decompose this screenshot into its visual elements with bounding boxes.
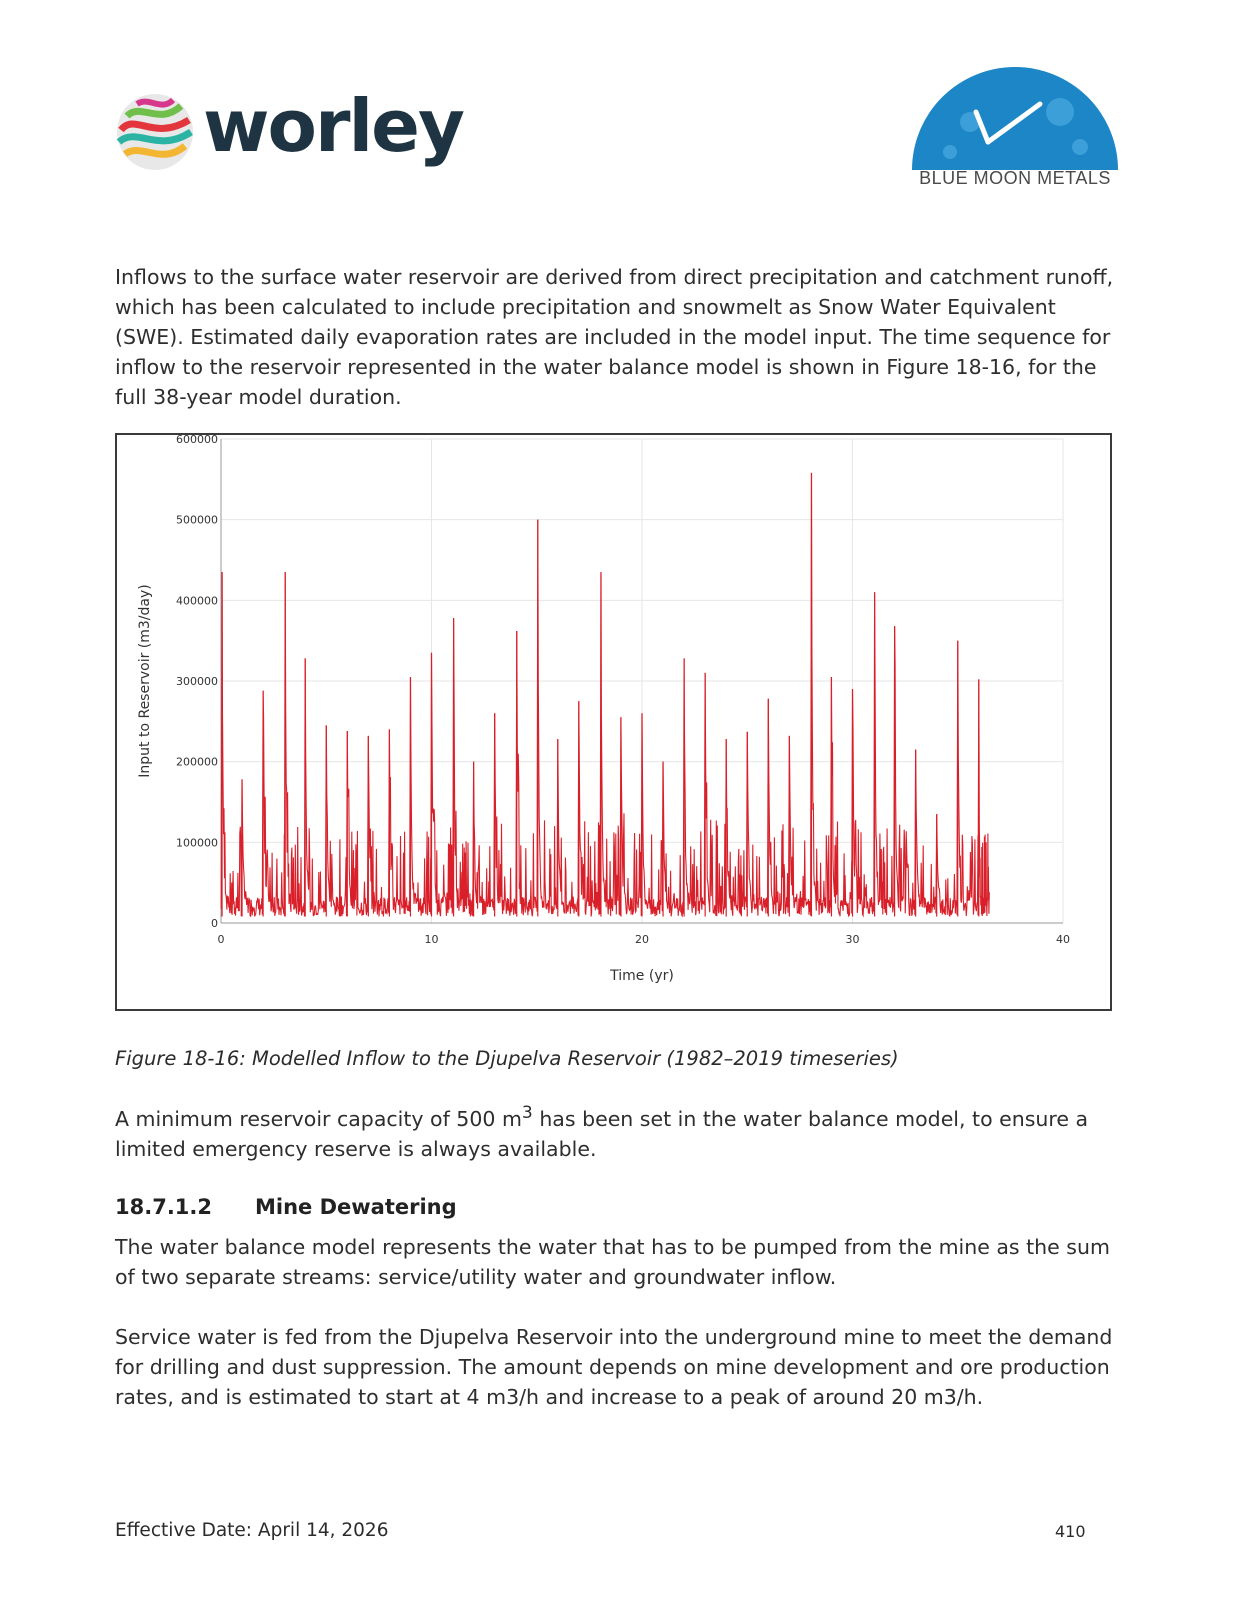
y-tick-label: 300000 [176, 675, 218, 688]
x-tick-label: 20 [635, 933, 649, 946]
reservoir-capacity-paragraph [115, 1098, 1130, 1164]
blue-moon-metals-logo [905, 62, 1125, 192]
y-axis-ticks [176, 435, 218, 930]
section-heading [115, 1195, 457, 1219]
y-tick-label: 100000 [176, 836, 218, 850]
page-number: 410 [1055, 1522, 1086, 1541]
x-axis-ticks [218, 933, 1071, 946]
service-water-paragraph: Service water is fed from the Djupelva Reservoir into the underground mine to meet the demand for drilling and dust suppression. The amount depends on mine development and ore production rates, and is estimated to start at 4 m3/h and increase to a peak of around 20 m3/h. [115, 1325, 1113, 1409]
y-tick-label: 0 [211, 917, 218, 930]
worley-mark-icon [115, 92, 195, 172]
x-axis-label: Time (yr) [610, 968, 674, 984]
inflow-peaks [222, 473, 979, 917]
blue-moon-metals-wordmark: BLUE MOON METALS [919, 168, 1111, 188]
worley-logo [115, 84, 463, 180]
para2-text-end: has been set in the water balance model, to ensure a limited emergency reserve is always available. [115, 1106, 1089, 1161]
x-tick-label: 10 [424, 933, 439, 946]
y-tick-label: 600000 [176, 435, 218, 446]
x-tick-label: 30 [845, 933, 860, 946]
x-tick-label: 40 [1056, 933, 1070, 946]
figure-caption: Figure 18-16: Modelled Inflow to the Djupelva Reservoir (1982–2019 timeseries) [115, 1047, 899, 1070]
y-axis-label: Input to Reservoir (m3/day) [137, 584, 153, 778]
para2-text-start: A minimum reservoir capacity of 500 m [115, 1106, 522, 1131]
section-number: 18.7.1.2 [115, 1195, 212, 1219]
x-tick-label: 0 [217, 933, 225, 946]
y-tick-label: 200000 [176, 755, 218, 769]
dewatering-paragraph: The water balance model represents the water that has to be pumped from the mine as the sum of two separate streams: service/utility water and groundwater inflow. [115, 1235, 1110, 1289]
effective-date: Effective Date: April 14, 2026 [115, 1520, 389, 1541]
inflow-chart [117, 435, 1110, 1009]
section-title: Mine Dewatering [255, 1195, 457, 1219]
inflow-figure [115, 433, 1112, 1011]
y-tick-label: 400000 [176, 594, 218, 608]
worley-wordmark: worley [203, 84, 463, 168]
para2-superscript: 3 [521, 1103, 533, 1123]
moon-clock-icon [910, 62, 1120, 172]
y-tick-label: 500000 [176, 513, 218, 527]
intro-paragraph: Inflows to the surface water reservoir are derived from direct precipitation and catchment runoff, which has been calculated to include precipitation and snowmelt as Snow Water Equivalent (SWE). Estimated daily evaporation rates are included in the model input. The time sequence for inflow to the reservoir represented in the water balance model is shown in Figure 18-16, for the full 38-year model duration. [115, 265, 1114, 409]
